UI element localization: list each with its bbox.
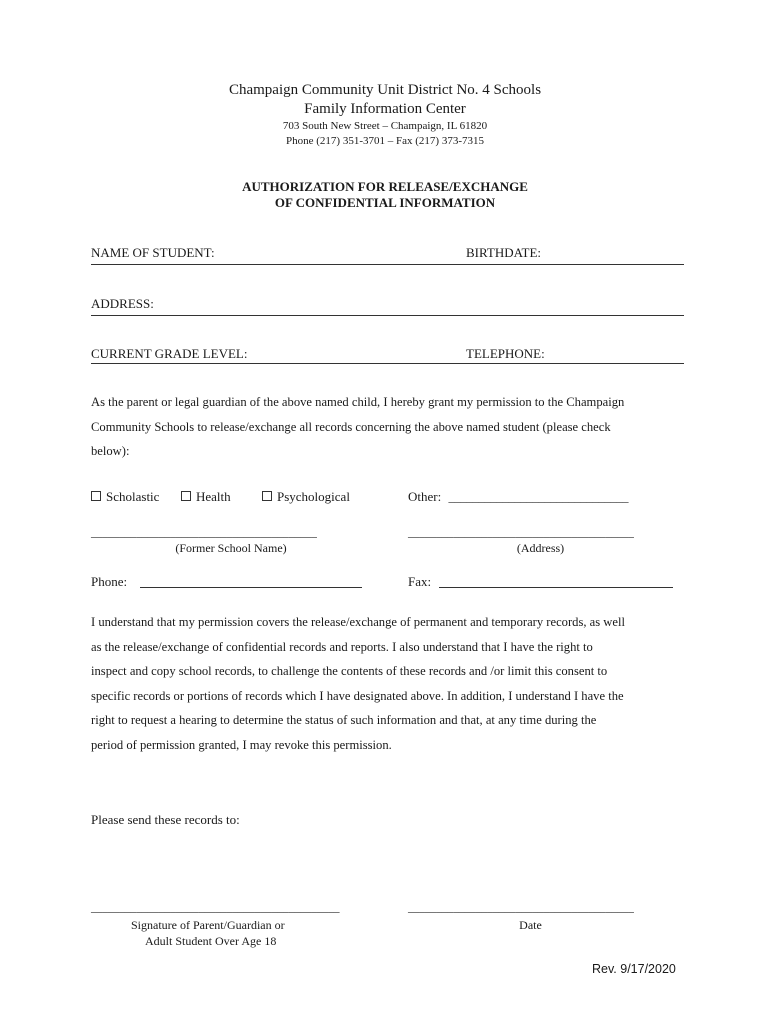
- send-records-label: Please send these records to:: [91, 812, 240, 827]
- grade-level-label: CURRENT GRADE LEVEL:: [91, 346, 248, 361]
- permission-line-1: As the parent or legal guardian of the above named child, I hereby grant my permission to the Champaign: [91, 395, 625, 409]
- checkbox-square-icon: [262, 491, 272, 501]
- checkbox-square-icon: [91, 491, 101, 501]
- form-title-line2: OF CONFIDENTIAL INFORMATION: [274, 195, 496, 210]
- understand-line-1: I understand that my permission covers the release/exchange of permanent and temporary records, as well: [91, 615, 625, 629]
- permission-line-2: Community Schools to release/exchange all records concerning the above named student (please check: [91, 419, 611, 434]
- permission-line-3: below):: [91, 444, 130, 458]
- other-label: Other:: [408, 489, 442, 504]
- signature-label-line1: Signature of Parent/Guardian or: [131, 918, 285, 932]
- center-phone-fax: Phone (217) 351-3701 – Fax (217) 373-7315: [286, 135, 484, 147]
- student-name-line[interactable]: [91, 264, 684, 265]
- other-blank[interactable]: ______________________________: [448, 490, 629, 504]
- telephone-label: TELEPHONE:: [466, 346, 545, 361]
- fax-line[interactable]: [439, 587, 673, 588]
- health-label: Health: [196, 489, 231, 504]
- psychological-label: Psychological: [277, 489, 350, 504]
- school-address-blank[interactable]: ________________________________________: [408, 527, 634, 539]
- scholastic-label: Scholastic: [106, 489, 160, 504]
- former-school-label: (Former School Name): [175, 541, 287, 555]
- signature-blank[interactable]: ____________________________________________: [91, 902, 340, 914]
- phone-label: Phone:: [91, 574, 128, 589]
- birthdate-label: BIRTHDATE:: [466, 245, 542, 260]
- understand-line-2: as the release/exchange of confidential records and reports. I also understand that I have the right to: [91, 639, 593, 654]
- understand-line-4: specific records or portions of records which I have designated above. In addition, I understand I have the: [91, 688, 624, 703]
- former-school-blank[interactable]: ________________________________________: [91, 527, 317, 539]
- understand-line-5: right to request a hearing to determine the status of such information and that, at any time during the: [91, 713, 597, 727]
- student-name-label: NAME OF STUDENT:: [91, 245, 215, 260]
- date-label: Date: [519, 918, 542, 932]
- understand-line-6: period of permission granted, I may revoke this permission.: [91, 737, 392, 752]
- revision-date: Rev. 9/17/2020: [592, 962, 676, 976]
- checkbox-square-icon: [181, 491, 191, 501]
- fax-label: Fax:: [408, 574, 432, 589]
- date-blank[interactable]: ________________________________________: [408, 902, 634, 914]
- grade-telephone-line[interactable]: [91, 363, 684, 364]
- psychological-checkbox[interactable]: [262, 489, 350, 505]
- form-title-line1: AUTHORIZATION FOR RELEASE/EXCHANGE: [242, 179, 528, 194]
- understand-line-3: inspect and copy school records, to challenge the contents of these records and /or limit this consent to: [91, 664, 608, 678]
- address-line[interactable]: [91, 315, 684, 316]
- signature-label-line2: Adult Student Over Age 18: [145, 934, 277, 948]
- phone-line[interactable]: [140, 587, 362, 588]
- address-label: ADDRESS:: [91, 296, 154, 311]
- school-address-label: (Address): [516, 541, 565, 555]
- health-checkbox[interactable]: [181, 489, 231, 505]
- center-address: 703 South New Street – Champaign, IL 61820: [282, 120, 488, 132]
- center-name: Family Information Center: [304, 101, 466, 117]
- permission-paragraph: [91, 390, 691, 464]
- understanding-paragraph: [91, 610, 691, 757]
- scholastic-checkbox[interactable]: [91, 489, 159, 505]
- district-name: Champaign Community Unit District No. 4 Schools: [228, 82, 542, 98]
- other-field[interactable]: [408, 489, 628, 505]
